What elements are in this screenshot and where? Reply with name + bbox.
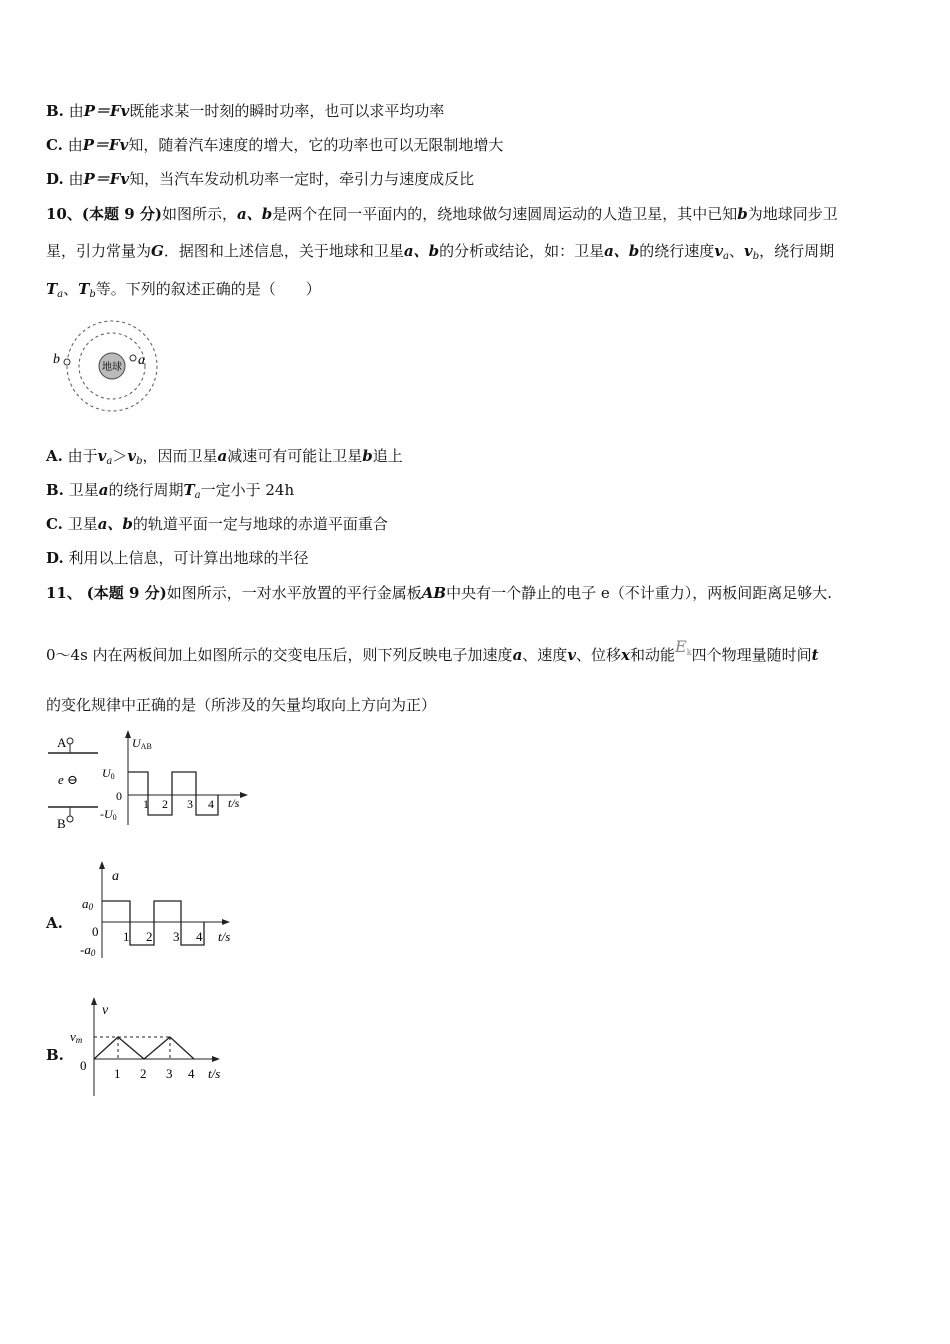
voltage-pos-label: U0 — [102, 766, 115, 781]
q10-option-b: B. 卫星a的绕行周期$T_a$一定小于 24h — [46, 481, 295, 501]
velocity-tick-3: 3 — [166, 1066, 173, 1081]
voltage-tick-4: 4 — [208, 797, 214, 811]
option-b-prev: B. 由P＝Fv既能求某一时刻的瞬时功率，也可以求平均功率 — [46, 102, 445, 120]
q11-option-a-letter: A. — [46, 914, 63, 932]
q10-line2: 星，引力常量为G．据图和上述信息，关于地球和卫星a、b的分析或结论，如：卫星a、b的绕行速度$v_a$、$v_b$，绕行周期 — [46, 242, 835, 262]
q10-line1: 10、(本题 9 分)如图所示，a、b是两个在同一平面内的，绕地球做匀速圆周运动的人造卫星，其中已知b为地球同步卫 — [46, 205, 838, 223]
option-c-prev: C. 由P＝Fv知，随着汽车速度的增大，它的功率也可以无限制地增大 — [46, 136, 504, 154]
q11-line3: 的变化规律中正确的是（所涉及的矢量均取向上方向为正） — [46, 696, 437, 714]
accel-tick-4: 4 — [196, 929, 203, 944]
accel-tick-2: 2 — [146, 929, 153, 944]
accel-xlabel: t/s — [218, 929, 231, 944]
velocity-tick-2: 2 — [140, 1066, 147, 1081]
voltage-figure — [44, 730, 254, 835]
voltage-zero: 0 — [116, 789, 122, 803]
accel-tick-1: 1 — [123, 929, 130, 944]
satellite-b-label: b — [53, 352, 60, 367]
q11-line2: 0～4s 内在两板间加上如图所示的交变电压后，则下列反映电子加速度a、速度v、位移x和动能$E^k$四个物理量随时间t — [46, 637, 819, 664]
plate-b-label: B — [57, 816, 66, 831]
velocity-xlabel: t/s — [208, 1066, 221, 1081]
accel-pos-label: a0 — [82, 896, 93, 912]
q11-option-b-letter: B. — [46, 1046, 64, 1064]
velocity-graph — [68, 990, 238, 1100]
q10-line3: $T_a$、$T_b$等。下列的叙述正确的是（ ） — [46, 280, 321, 300]
q11-line1: 11、 (本题 9 分)如图所示，一对水平放置的平行金属板AB中央有一个静止的电子 e（不计重力），两板间距离足够大. — [46, 584, 832, 602]
velocity-ylabel: v — [102, 1003, 109, 1018]
velocity-zero: 0 — [80, 1058, 87, 1073]
accel-tick-3: 3 — [173, 929, 180, 944]
accel-ylabel: a — [112, 869, 119, 884]
q10-option-c: C. 卫星a、b的轨道平面一定与地球的赤道平面重合 — [46, 515, 388, 533]
satellite-b-icon — [64, 359, 70, 365]
voltage-tick-1: 1 — [143, 797, 149, 811]
acceleration-graph — [78, 858, 248, 966]
voltage-tick-2: 2 — [162, 797, 168, 811]
voltage-xlabel: t/s — [228, 796, 240, 810]
velocity-tick-4: 4 — [188, 1066, 195, 1081]
q10-option-a: A. 由于$v_a>v_b$，因而卫星a减速可有可能让卫星b追上 — [46, 447, 403, 467]
orbit-figure — [44, 318, 164, 418]
velocity-wave — [94, 1037, 194, 1059]
velocity-vm-label: vm — [70, 1029, 83, 1045]
accel-wave — [102, 901, 204, 945]
velocity-tick-1: 1 — [114, 1066, 121, 1081]
satellite-a-icon — [130, 355, 136, 361]
satellite-a-label: a — [138, 353, 145, 368]
q10-option-d: D. 利用以上信息，可计算出地球的半径 — [46, 549, 309, 567]
earth-label: 地球 — [102, 362, 122, 373]
voltage-wave — [128, 772, 218, 815]
option-d-prev: D. 由P＝Fv知，当汽车发动机功率一定时，牵引力与速度成反比 — [46, 170, 475, 188]
accel-neg-label: -a0 — [80, 942, 96, 958]
accel-zero: 0 — [92, 924, 99, 939]
plate-a-label: A — [57, 735, 67, 750]
voltage-neg-label: -U0 — [100, 807, 117, 822]
voltage-tick-3: 3 — [187, 797, 193, 811]
electron-label: e ⊖ — [58, 772, 78, 787]
voltage-ylabel: UAB — [132, 736, 152, 751]
